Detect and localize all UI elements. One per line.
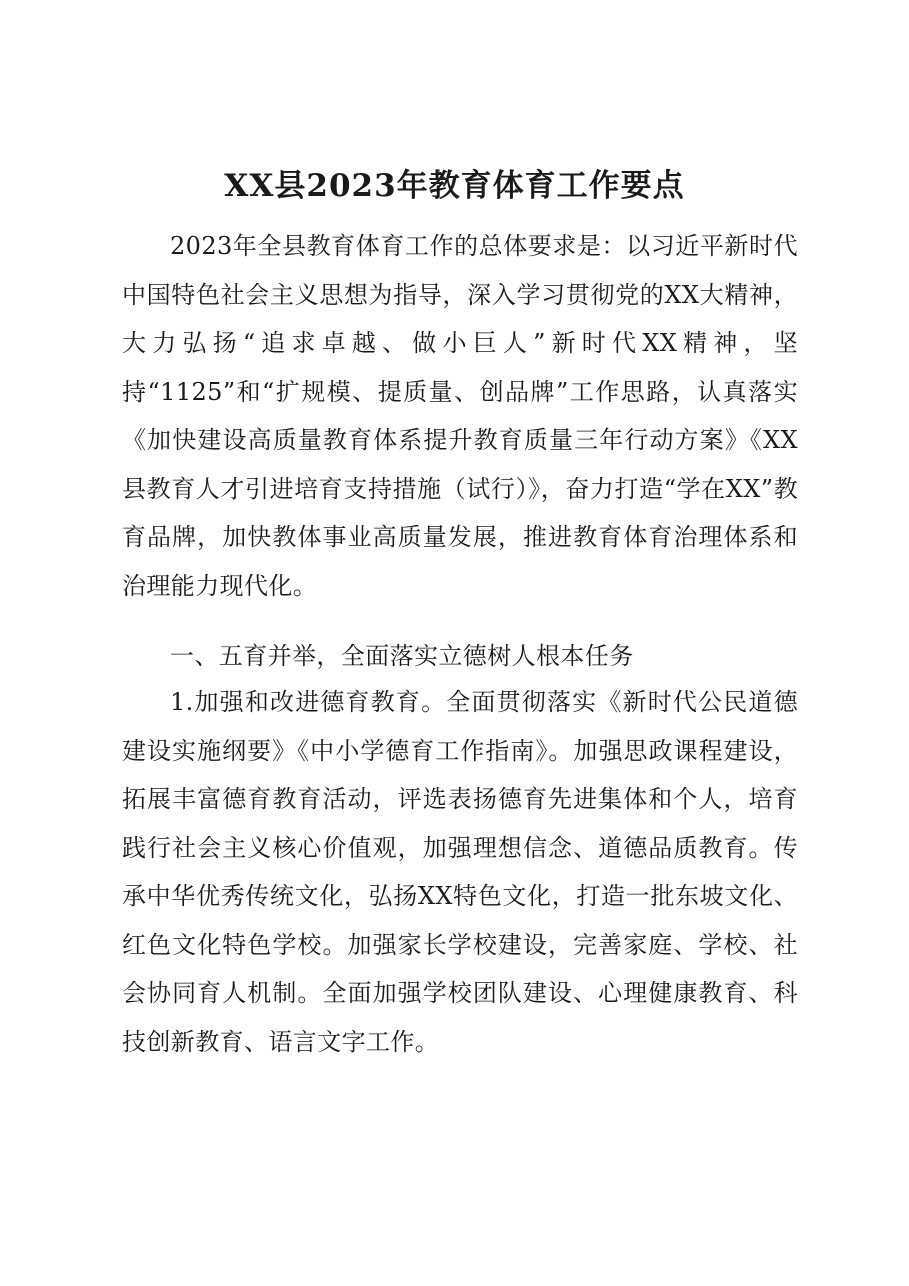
intro-paragraph: 2023年全县教育体育工作的总体要求是：以习近平新时代中国特色社会主义思想为指导，深入学习贯彻党的XX大精神，大力弘扬“追求卓越、做小巨人”新时代XX精神，坚持“1125”和“扩规模、提质量、创品牌”工作思路，认真落实《加快建设高质量教育体系提升教育质量三年行动方案》《XX县教育人才引进培育支持措施（试行）》，奋力打造“学在XX”教育品牌，加快教体事业高质量发展，推进教育体育治理体系和治理能力现代化。 xyxy=(122,232,798,600)
item-paragraph: 1.加强和改进德育教育。全面贯彻落实《新时代公民道德建设实施纲要》《中小学德育工作指南》。加强思政课程建设，拓展丰富德育教育活动，评选表扬德育先进集体和个人，培育践行社会主义核心价值观，加强理想信念、道德品质教育。传承中华优秀传统文化，弘扬XX特色文化，打造一批东坡文化、红色文化特色学校。加强家长学校建设，完善家庭、学校、社会协同育人机制。全面加强学校团队建设、心理健康教育、科技创新教育、语言文字工作。 xyxy=(122,688,798,1056)
document-title: XX县2023年教育体育工作要点 xyxy=(224,168,685,204)
section-heading: 一、五育并举，全面落实立德树人根本任务 xyxy=(170,642,634,670)
